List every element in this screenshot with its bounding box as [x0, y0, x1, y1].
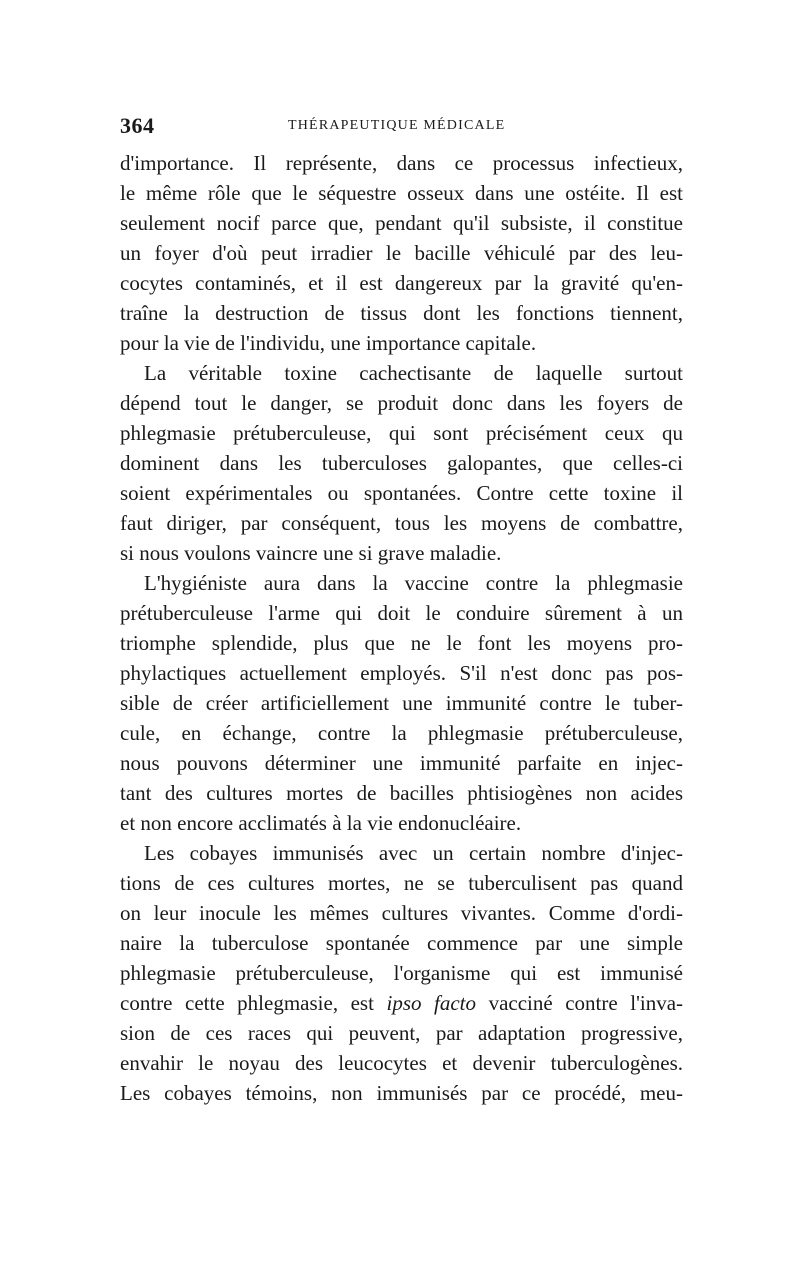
paragraph-3 [120, 568, 683, 838]
text-line: L'hygiéniste aura dans la vaccine contre la phlegmasie [144, 571, 683, 595]
text-line: on leur inocule les mêmes cultures vivantes. Comme d'ordi- [120, 901, 683, 925]
text-line: phylactiques actuellement employés. S'il n'est donc pas pos- [120, 661, 683, 685]
text-line: dépend tout le danger, se produit donc dans les foyers de [120, 391, 683, 415]
text-line: sion de ces races qui peuvent, par adaptation progressive, [120, 1021, 683, 1045]
text-line: nous pouvons déterminer une immunité parfaite en injec- [120, 751, 683, 775]
text-line: Les cobayes immunisés avec un certain nombre d'injec- [144, 841, 683, 865]
page-number: 364 [120, 113, 155, 138]
paragraph-2 [120, 358, 683, 568]
text-line: phlegmasie prétuberculeuse, qui sont précisément ceux qu [120, 421, 683, 445]
text-line: et non encore acclimatés à la vie endonucléaire. [120, 811, 522, 835]
text-line: seulement nocif parce que, pendant qu'il subsiste, il constitue [120, 211, 683, 235]
paragraph-4 [120, 838, 683, 1108]
text-line: sible de créer artificiellement une immunité contre le tuber- [120, 691, 683, 715]
text-line: La véritable toxine cachectisante de laquelle surtout [144, 361, 683, 385]
text-line: soient expérimentales ou spontanées. Contre cette toxine il [120, 481, 683, 505]
text-line: envahir le noyau des leucocytes et devenir tuberculogènes. [120, 1051, 683, 1075]
text-line: tant des cultures mortes de bacilles phtisiogènes non acides [120, 781, 683, 805]
paragraph-1 [120, 148, 683, 358]
text-line: traîne la destruction de tissus dont les fonctions tiennent, [120, 301, 683, 325]
text-line: cule, en échange, contre la phlegmasie prétuberculeuse, [120, 721, 683, 745]
text-line: naire la tuberculose spontanée commence par une simple [120, 931, 683, 955]
text-line: Les cobayes témoins, non immunisés par ce procédé, meu- [120, 1081, 683, 1105]
text-line: triomphe splendide, plus que ne le font les moyens pro- [120, 631, 683, 655]
text-line: d'importance. Il représente, dans ce processus infectieux, [120, 151, 683, 175]
body-text [120, 148, 683, 1108]
text-line-with-italic [120, 988, 683, 1018]
text-line: prétuberculeuse l'arme qui doit le conduire sûrement à un [120, 601, 683, 625]
running-title: THÉRAPEUTIQUE MÉDICALE [288, 118, 506, 133]
running-head [120, 113, 683, 143]
text-line: tions de ces cultures mortes, ne se tuberculisent pas quand [120, 871, 683, 895]
text-line: un foyer d'où peut irradier le bacille véhiculé par des leu- [120, 241, 683, 265]
text-segment: vacciné contre l'inva- [476, 991, 684, 1015]
text-line: faut diriger, par conséquent, tous les moyens de combattre, [120, 511, 683, 535]
text-segment: contre cette phlegmasie, est [120, 991, 387, 1015]
text-line: le même rôle que le séquestre osseux dans une ostéite. Il est [120, 181, 683, 205]
text-line: si nous voulons vaincre une si grave maladie. [120, 541, 502, 565]
text-line: pour la vie de l'individu, une importance capitale. [120, 331, 537, 355]
text-line: phlegmasie prétuberculeuse, l'organisme qui est immunisé [120, 961, 683, 985]
italic-phrase: ipso facto [386, 991, 477, 1015]
text-line: cocytes contaminés, et il est dangereux par la gravité qu'en- [120, 271, 683, 295]
text-line: dominent dans les tuberculoses galopantes, que celles-ci [120, 451, 683, 475]
